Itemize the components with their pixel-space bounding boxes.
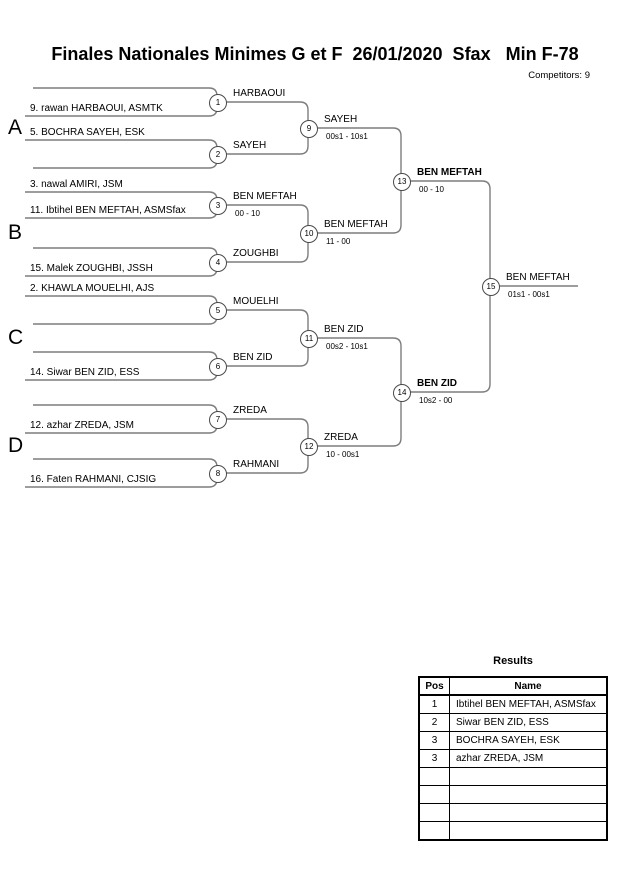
match-number-circle: 7 [209,411,227,429]
results-row [419,768,607,786]
competitor-entry: 3. nawal AMIRI, JSM [30,179,123,190]
match-number-circle: 9 [300,120,318,138]
bracket-line [33,154,217,168]
results-table [418,676,608,841]
competitor-entry: 16. Faten RAHMANI, CJSIG [30,474,157,485]
match-winner-label: BEN MEFTAH [417,167,482,178]
match-score: 11 - 00 [326,237,351,246]
bracket-line [33,459,217,473]
match-winner-label: BEN MEFTAH [324,219,388,230]
match-score: 10 - 00s1 [326,450,360,459]
match-winner-label: BEN MEFTAH [506,272,570,283]
match-number-circle: 6 [209,358,227,376]
results-header-name: Name [450,677,608,695]
competitor-entry: 12. azhar ZREDA, JSM [30,420,134,431]
results-header-pos: Pos [419,677,450,695]
bracket-line [401,286,490,392]
results-row [419,822,607,841]
results-panel [418,655,608,841]
results-cell-name [450,822,608,841]
pool-section-label: A [8,116,23,139]
results-row [419,786,607,804]
match-winner-label: SAYEH [233,140,267,151]
match-score: 00s1 - 10s1 [326,132,368,141]
competitor-entry: 15. Malek ZOUGHBI, JSSH [30,263,153,274]
match-winner-label: BEN ZID [324,324,364,335]
bracket-line [217,310,308,338]
match-number-circle: 15 [482,278,500,296]
bracket-line [25,140,217,154]
pool-section-label: D [8,434,24,457]
match-number-circle: 13 [393,173,411,191]
bracket-line [33,88,217,102]
match-number-circle: 3 [209,197,227,215]
results-cell-pos [419,822,450,841]
results-cell-name: azhar ZREDA, JSM [450,750,608,768]
match-score: 00 - 10 [235,209,260,218]
results-cell-name: Ibtihel BEN MEFTAH, ASMSfax [450,695,608,714]
bracket-line [33,405,217,419]
bracket-line [217,102,308,128]
competitor-entry: 11. Ibtihel BEN MEFTAH, ASMSfax [30,205,186,216]
match-winner-label: MOUELHI [233,296,279,307]
competitor-entry: 2. KHAWLA MOUELHI, AJS [30,283,155,294]
match-winner-label: SAYEH [324,114,358,125]
competitors-count: Competitors: 9 [528,70,590,81]
match-winner-label: BEN MEFTAH [233,191,297,202]
results-row [419,750,607,768]
bracket-line [33,310,217,324]
match-winner-label: HARBAOUI [233,88,286,99]
bracket-line [25,296,217,310]
results-title: Results [493,655,533,667]
results-cell-pos [419,768,450,786]
results-cell-pos: 2 [419,714,450,732]
match-winner-label: RAHMANI [233,459,280,470]
match-score: 00s2 - 10s1 [326,342,368,351]
competitor-entry: 14. Siwar BEN ZID, ESS [30,367,140,378]
competitor-entry: 5. BOCHRA SAYEH, ESK [30,127,145,138]
match-winner-label: BEN ZID [233,352,273,363]
match-number-circle: 1 [209,94,227,112]
results-cell-name: BOCHRA SAYEH, ESK [450,732,608,750]
match-number-circle: 10 [300,225,318,243]
results-row [419,732,607,750]
results-cell-pos: 1 [419,695,450,714]
results-cell-name [450,804,608,822]
results-row [419,695,607,714]
bracket-line [33,248,217,262]
match-number-circle: 12 [300,438,318,456]
results-cell-name: Siwar BEN ZID, ESS [450,714,608,732]
match-score: 01s1 - 00s1 [508,290,550,299]
bracket-line [217,205,308,233]
results-row [419,804,607,822]
results-cell-name [450,786,608,804]
bracket-line [217,419,308,446]
results-cell-pos: 3 [419,732,450,750]
match-score: 10s2 - 00 [419,396,453,405]
match-winner-label: BEN ZID [417,378,457,389]
competitor-entry: 9. rawan HARBAOUI, ASMTK [30,103,163,114]
results-header-row [419,677,607,695]
match-number-circle: 5 [209,302,227,320]
results-cell-pos [419,804,450,822]
match-winner-label: ZREDA [233,405,267,416]
match-score: 00 - 10 [419,185,444,194]
page-title: Finales Nationales Minimes G et F 26/01/2020 Sfax Min F-78 [51,44,579,64]
pool-section-label: B [8,221,23,244]
match-number-circle: 2 [209,146,227,164]
match-number-circle: 14 [393,384,411,402]
match-number-circle: 4 [209,254,227,272]
results-cell-name [450,768,608,786]
results-cell-pos [419,786,450,804]
results-row [419,714,607,732]
pool-section-label: C [8,326,24,349]
match-number-circle: 11 [300,330,318,348]
bracket-line [25,192,217,205]
match-number-circle: 8 [209,465,227,483]
bracket-line [33,352,217,366]
bracket-line [401,181,490,286]
match-winner-label: ZREDA [324,432,358,443]
results-cell-pos: 3 [419,750,450,768]
match-winner-label: ZOUGHBI [233,248,279,259]
